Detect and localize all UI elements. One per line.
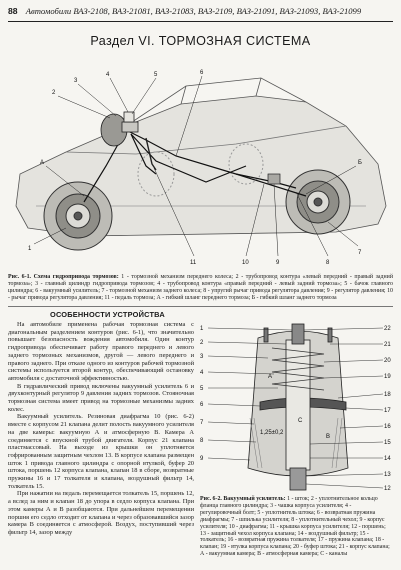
fig2-label-20: 20 <box>384 358 391 364</box>
fig1-label-4: 4 <box>106 72 110 78</box>
fig2-label-3: 3 <box>200 354 204 360</box>
fig1-label-11: 11 <box>190 260 197 266</box>
fig1-label-7: 7 <box>358 250 362 256</box>
fig2-label-21: 21 <box>384 342 391 348</box>
fig2-label-18: 18 <box>384 392 391 398</box>
fig2-label-1: 1 <box>200 326 204 332</box>
section-title: Раздел VI. ТОРМОЗНАЯ СИСТЕМА <box>90 34 311 48</box>
section-divider <box>8 306 393 307</box>
fig1-label-2: 2 <box>52 90 56 96</box>
subheading: ОСОБЕННОСТИ УСТРОЙСТВА <box>50 310 165 319</box>
rear-wheel <box>286 170 350 234</box>
fig2-label-17: 17 <box>384 408 391 414</box>
front-wheel <box>44 182 112 250</box>
fig2-label-5: 5 <box>200 386 204 392</box>
figure1-caption-label: Рис. 6-1. Схема гидропривода тормозов: <box>8 274 119 280</box>
fig2-label-A: А <box>268 374 273 380</box>
fig2-label-2: 2 <box>200 340 204 346</box>
figure-brake-hydraulic-scheme <box>6 56 395 270</box>
fig1-label-B: Б <box>358 160 362 166</box>
fig2-label-6: 6 <box>200 402 204 408</box>
pressure-regulator <box>268 174 280 184</box>
fig2-label-7: 7 <box>200 420 204 426</box>
fig1-label-9: 9 <box>276 260 280 266</box>
fig2-label-12: 12 <box>384 486 391 492</box>
fig2-label-15: 15 <box>384 440 391 446</box>
body-paragraph: На автомобиле применена рабочая тормозная система с диагональным разделением контуров (рис. 6-1), что значительно повышает безопасность вождения автомобиля. Один контур гидропривода обеспечивает работу правого переднего и левого заднего тормозных механизмов, другой — левого переднего и правого заднего. При отказе одного из контуров рабочей тормозной системы используется второй контур, обеспечивающий остановку автомобиля с достаточной эффективностью. <box>8 321 194 382</box>
fig2-label-C: С <box>298 418 303 424</box>
header-models: Автомобили ВАЗ-2108, ВАЗ-21081, ВАЗ-21083, ВАЗ-2109, ВАЗ-21091, ВАЗ-21093, ВАЗ-21099 <box>25 6 362 16</box>
running-header <box>8 6 393 20</box>
fig1-label-10: 10 <box>242 260 249 266</box>
fig2-label-8: 8 <box>200 438 204 444</box>
fig2-dimension: 1,25±0,2 <box>260 430 284 436</box>
fig1-label-1: 1 <box>28 246 32 252</box>
fig2-label-B: В <box>326 434 331 440</box>
fig1-label-3: 3 <box>74 78 78 84</box>
figure2-caption-label: Рис. 6-2. Вакуумный усилитель: <box>200 496 286 502</box>
fig2-label-9: 9 <box>200 456 204 462</box>
fig2-label-22: 22 <box>384 326 391 332</box>
pushrod <box>292 324 304 344</box>
fig1-label-8: 8 <box>326 260 330 266</box>
figure2-caption-text: 1 - шток; 2 - уплотнительное кольцо фланца главного цилиндра; 3 - чашка корпуса усилителя; 4 - регулировочный болт; 5 - уплотнитель штока; 6 - возвратная пружина диафрагмы; 7 - шпилька усилителя; 8 - уплотнительный чехол; 9 - корпус усилителя; 10 - диафрагма; 11 - крышка корпуса усилителя; 12 - поршень; 13 - защитный чехол корпуса клапана; 14 - воздушный фильтр; 15 - толкатель; 16 - возвратная пружина толкателя; 17 - пружина клапана; 18 - клапан; 19 - втулка корпуса клапана; 20 - буфер штока; 21 - корпус клапана; А - вакуумная камера; В - атмосферная камера; С - каналы <box>200 496 390 558</box>
input-rod <box>290 468 306 490</box>
body-text-column <box>8 321 194 567</box>
figure1-caption <box>8 274 393 302</box>
body-paragraph: Вакуумный усилитель. Резиновая диафрагма 10 (рис. 6-2) вместе с корпусом 21 клапана делит полость вакуумного усилителя на две камеры: вакуумную А и атмосферную В. Камера А соединяется с впускной трубой двигателя. Корпус 21 клапана пластмассовый. На выходе из крышки он уплотняется гофрированным защитным чехлом 13. В корпусе клапана размещен шток 1 привода главного цилиндра с опорной втулкой, буфер 20 штока, поршень 12 корпуса клапана, клапан 18 в сборе, возвратные пружины 16 и 17 толкателя и клапана, воздушный фильтр 14, толкатель 15. <box>8 413 194 490</box>
header-rule <box>8 21 393 22</box>
page-number: 88 <box>8 6 18 16</box>
valve-body <box>286 340 310 470</box>
fig2-label-19: 19 <box>384 374 391 380</box>
fig1-label-A: А <box>40 160 45 166</box>
fig2-label-16: 16 <box>384 424 391 430</box>
figure-vacuum-booster <box>198 318 393 494</box>
figure2-caption <box>200 496 393 558</box>
body-paragraph: При нажатии на педаль перемещается толкатель 15, поршень 12, а вслед за ним и клапан 18 до упора в седло корпуса клапана. При этом камеры А и В разобщаются. При дальнейшем перемещении поршня его седло отходит от клапана и через образовавшийся зазор камера В соединяется с атмосферой. Воздух, поступивший через фильтр 14, зазор между <box>8 490 194 536</box>
fig1-label-6: 6 <box>200 70 204 76</box>
fig2-label-13: 13 <box>384 472 391 478</box>
fig2-label-4: 4 <box>200 370 204 376</box>
body-paragraph: В гидравлический привод включены вакуумный усилитель 6 и двухконтурный регулятор 9 давления задних тормозов. Стояночная тормозная система имеет привод на тормозные механизмы задних колес. <box>8 382 194 413</box>
fig1-label-5: 5 <box>154 72 158 78</box>
fig2-label-14: 14 <box>384 456 391 462</box>
figure1-caption-text: 1 - тормозной механизм переднего колеса; 2 - трубопровод контура «левый передний - правый задний тормоза»; 3 - главный цилиндр гидропривода тормозов; 4 - трубопровод контура «правый передний - левый задний тормоза»; 5 - бачок главного цилиндра; 6 - вакуумный усилитель; 7 - тормозной механизм заднего колеса; 8 - упругий рычаг привода регулятора давления; 9 - регулятор давления; 10 - рычаг привода регулятора давления; 11 - педаль тормоза; А - гибкий шланг переднего тормоза; Б - гибкий шланг заднего тормоза <box>8 274 393 301</box>
